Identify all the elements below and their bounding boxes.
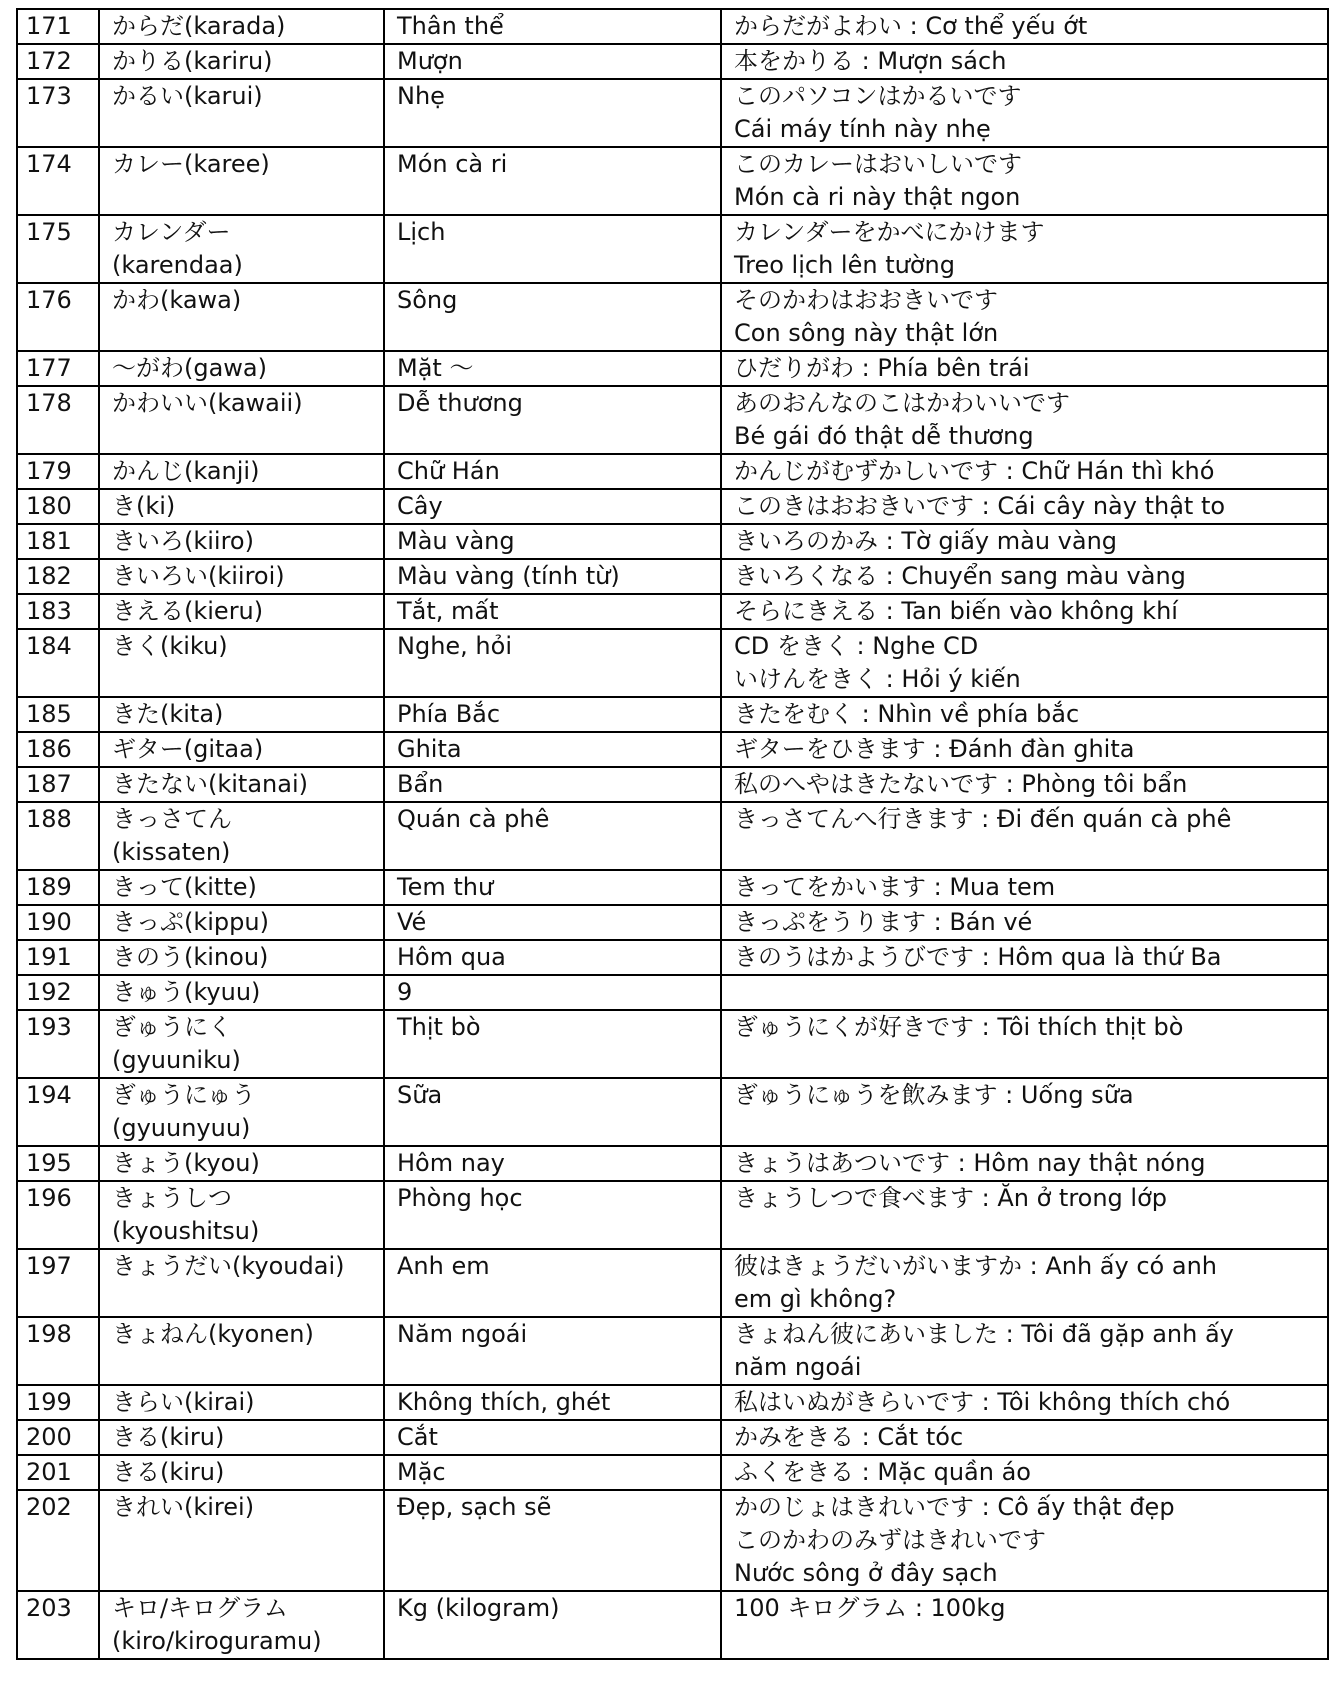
vocab-example-line: このきはおおきいです : Cái cây này thật to [734,492,1226,520]
vocab-example [721,1420,1328,1455]
vocab-meaning: Cây [384,489,721,524]
vocab-word [99,1420,384,1455]
vocab-example [721,905,1328,940]
vocab-meaning: Cắt [384,1420,721,1455]
vocab-example-line: ふくをきる : Mặc quần áo [734,1458,1031,1486]
vocab-example [721,1249,1328,1317]
entry-number: 173 [17,79,99,147]
vocab-meaning: Mặc [384,1455,721,1490]
vocab-word-line: かわ(kawa) [112,286,242,314]
vocab-word-line: かんじ(kanji) [112,457,260,485]
vocab-word [99,1010,384,1078]
table-row [17,147,1328,215]
vocab-word [99,9,384,44]
vocab-word [99,975,384,1010]
table-row [17,351,1328,386]
vocab-meaning: 9 [384,975,721,1010]
vocab-example-line: ひだりがわ : Phía bên trái [734,354,1030,382]
entry-number: 175 [17,215,99,283]
vocab-word-line: きらい(kirai) [112,1388,255,1416]
entry-number: 172 [17,44,99,79]
vocab-example-line: 100 キログラム : 100kg [734,1594,1006,1622]
vocab-word-line: きゅう(kyuu) [112,978,261,1006]
vocab-word [99,940,384,975]
vocab-meaning: Tem thư [384,870,721,905]
vocab-word [99,559,384,594]
entry-number: 195 [17,1146,99,1181]
entry-number: 184 [17,629,99,697]
vocab-example [721,870,1328,905]
vocab-word [99,524,384,559]
entry-number: 188 [17,802,99,870]
vocab-example [721,802,1328,870]
vocab-example-line: CD をきく : Nghe CD [734,632,979,660]
vocab-word-line: きれい(kirei) [112,1493,255,1521]
table-row [17,802,1328,870]
entry-number: 193 [17,1010,99,1078]
entry-number: 177 [17,351,99,386]
vocab-example-line: 彼はきょうだいがいますか : Anh ấy có anh [734,1252,1217,1280]
vocab-example-line: 私のへやはきたないです : Phòng tôi bẩn [734,770,1188,798]
vocab-example [721,44,1328,79]
vocab-word-line: きっぷ(kippu) [112,908,269,936]
vocab-meaning: Dễ thương [384,386,721,454]
vocab-example [721,147,1328,215]
vocab-word-line: きょう(kyou) [112,1149,260,1177]
entry-number: 187 [17,767,99,802]
vocab-meaning: Tắt, mất [384,594,721,629]
vocab-example-line: Món cà ri này thật ngon [734,183,1021,211]
table-row [17,697,1328,732]
vocab-word [99,79,384,147]
vocab-word [99,1181,384,1249]
vocab-word-line: (kyoushitsu) [112,1217,260,1245]
vocab-example [721,975,1328,1010]
vocab-example [721,1385,1328,1420]
vocab-example [721,79,1328,147]
vocab-example-line: em gì không? [734,1285,897,1313]
vocab-meaning: Sông [384,283,721,351]
vocab-word [99,147,384,215]
table-row [17,767,1328,802]
vocab-meaning: Mặt ～ [384,351,721,386]
entry-number: 203 [17,1591,99,1659]
table-row [17,1249,1328,1317]
vocab-meaning: Quán cà phê [384,802,721,870]
vocab-meaning: Thịt bò [384,1010,721,1078]
entry-number: 202 [17,1490,99,1591]
vocab-example-line: きいろくなる : Chuyển sang màu vàng [734,562,1186,590]
entry-number: 181 [17,524,99,559]
table-row [17,975,1328,1010]
entry-number: 189 [17,870,99,905]
entry-number: 192 [17,975,99,1010]
vocab-word [99,1591,384,1659]
table-row [17,1146,1328,1181]
vocab-meaning: Nhẹ [384,79,721,147]
entry-number: 201 [17,1455,99,1490]
vocab-example [721,697,1328,732]
vocab-word-line: かるい(karui) [112,82,263,110]
vocab-example-line: かみをきる : Cắt tóc [734,1423,964,1451]
vocab-word [99,489,384,524]
vocab-example [721,1317,1328,1385]
vocab-word-line: かわいい(kawaii) [112,389,303,417]
vocab-example [721,1591,1328,1659]
vocab-word [99,594,384,629]
vocab-example-line: 本をかりる : Mượn sách [734,47,1007,75]
entry-number: 174 [17,147,99,215]
vocab-example [721,732,1328,767]
table-row [17,870,1328,905]
vocab-meaning: Món cà ri [384,147,721,215]
vocab-example-line: ぎゅうにくが好きです : Tôi thích thịt bò [734,1013,1184,1041]
vocab-word-line: きいろい(kiiroi) [112,562,285,590]
vocab-example [721,1181,1328,1249]
vocab-example-line: 私はいぬがきらいです : Tôi không thích chó [734,1388,1231,1416]
entry-number: 194 [17,1078,99,1146]
vocab-word-line: き(ki) [112,492,176,520]
table-row [17,940,1328,975]
vocab-meaning: Màu vàng (tính từ) [384,559,721,594]
vocab-example-line: きいろのかみ : Tờ giấy màu vàng [734,527,1118,555]
vocab-meaning: Phòng học [384,1181,721,1249]
vocab-word-line: きく(kiku) [112,632,228,660]
vocab-meaning: Vé [384,905,721,940]
vocab-word-line: ギター(gitaa) [112,735,264,763]
entry-number: 190 [17,905,99,940]
vocab-example-line: カレンダーをかべにかけます [734,218,1045,246]
vocab-example [721,767,1328,802]
vocab-example [721,524,1328,559]
vocab-word-line: (kissaten) [112,838,231,866]
table-row [17,44,1328,79]
vocab-word-line: キロ/キログラム [112,1594,288,1622]
vocab-example [721,1146,1328,1181]
vocab-word-line: きのう(kinou) [112,943,269,971]
vocab-word [99,1146,384,1181]
table-row [17,79,1328,147]
table-row [17,283,1328,351]
vocab-example-line: きっさてんへ行きます : Đi đến quán cà phê [734,805,1232,833]
vocab-word-line: きょうだい(kyoudai) [112,1252,345,1280]
table-row [17,454,1328,489]
vocab-word-line: ～がわ(gawa) [112,354,268,382]
vocab-example [721,594,1328,629]
vocab-example [721,1010,1328,1078]
vocab-meaning: Anh em [384,1249,721,1317]
vocab-example [721,940,1328,975]
entry-number: 186 [17,732,99,767]
entry-number: 183 [17,594,99,629]
table-row [17,1078,1328,1146]
entry-number: 178 [17,386,99,454]
vocab-example [721,351,1328,386]
vocab-example [721,489,1328,524]
vocab-word [99,1455,384,1490]
vocab-word-line: きょうしつ [112,1184,232,1212]
table-row [17,905,1328,940]
vocab-word [99,283,384,351]
vocab-word-line: きいろ(kiiro) [112,527,254,555]
vocabulary-table [16,8,1329,1660]
table-row [17,524,1328,559]
vocab-example-line: きょねん彼にあいました : Tôi đã gặp anh ấy [734,1320,1234,1348]
vocab-word [99,629,384,697]
vocab-example [721,9,1328,44]
vocab-meaning: Bẩn [384,767,721,802]
entry-number: 171 [17,9,99,44]
vocab-word [99,870,384,905]
entry-number: 182 [17,559,99,594]
entry-number: 179 [17,454,99,489]
vocab-meaning: Không thích, ghét [384,1385,721,1420]
table-row [17,489,1328,524]
vocab-example-line: きょうはあついです : Hôm nay thật nóng [734,1149,1206,1177]
vocab-word-line: きょねん(kyonen) [112,1320,314,1348]
vocab-meaning: Thân thể [384,9,721,44]
table-row [17,386,1328,454]
vocab-word-line: ぎゅうにく [112,1013,232,1041]
vocab-example-line: かのじょはきれいです : Cô ấy thật đẹp [734,1493,1175,1521]
table-row [17,1591,1328,1659]
vocab-word [99,732,384,767]
vocab-word-line: きえる(kieru) [112,597,264,625]
vocab-example [721,629,1328,697]
vocab-meaning: Nghe, hỏi [384,629,721,697]
vocab-example [721,283,1328,351]
vocab-meaning: Lịch [384,215,721,283]
vocab-meaning: Kg (kilogram) [384,1591,721,1659]
table-row [17,629,1328,697]
vocab-word [99,767,384,802]
table-row [17,1181,1328,1249]
vocab-word [99,1385,384,1420]
vocab-example-line: いけんをきく : Hỏi ý kiến [734,665,1021,693]
vocab-meaning: Sữa [384,1078,721,1146]
vocab-example-line: Con sông này thật lớn [734,319,999,347]
vocab-example-line: Bé gái đó thật dễ thương [734,422,1034,450]
vocab-example-line: このパソコンはかるいです [734,82,1022,110]
vocab-word-line: きたない(kitanai) [112,770,308,798]
vocab-word-line: ぎゅうにゅう [112,1081,256,1109]
table-row [17,1420,1328,1455]
vocab-word-line: きた(kita) [112,700,224,728]
table-row [17,1010,1328,1078]
vocab-word-line: (kiro/kiroguramu) [112,1627,322,1655]
entry-number: 185 [17,697,99,732]
table-row [17,1490,1328,1591]
vocab-example-line: かんじがむずかしいです : Chữ Hán thì khó [734,457,1215,485]
vocab-meaning: Phía Bắc [384,697,721,732]
vocab-example [721,215,1328,283]
vocabulary-table-body [17,9,1328,1659]
vocab-word [99,905,384,940]
vocab-example [721,1078,1328,1146]
vocab-word-line: かりる(kariru) [112,47,273,75]
vocab-meaning: Ghita [384,732,721,767]
vocab-word-line: きる(kiru) [112,1458,225,1486]
entry-number: 196 [17,1181,99,1249]
vocab-word [99,351,384,386]
vocab-meaning: Chữ Hán [384,454,721,489]
vocab-word-line: (gyuuniku) [112,1046,241,1074]
table-row [17,1317,1328,1385]
vocab-example-line: あのおんなのこはかわいいです [734,389,1070,417]
vocab-example-line: きってをかいます : Mua tem [734,873,1056,901]
vocab-example-line: きっぷをうります : Bán vé [734,908,1033,936]
vocab-example-line: そらにきえる : Tan biến vào không khí [734,597,1178,625]
entry-number: 198 [17,1317,99,1385]
table-row [17,732,1328,767]
vocab-meaning: Màu vàng [384,524,721,559]
vocab-example-line: からだがよわい : Cơ thể yếu ớt [734,12,1088,40]
vocab-word [99,697,384,732]
vocab-example-line: きのうはかようびです : Hôm qua là thứ Ba [734,943,1222,971]
vocab-word [99,1249,384,1317]
vocab-example-line: Cái máy tính này nhẹ [734,115,991,143]
vocab-example-line: このかわのみずはきれいです [734,1526,1046,1554]
vocab-example-line: năm ngoái [734,1353,862,1381]
vocab-example-line: きょうしつで食べます : Ăn ở trong lớp [734,1184,1168,1212]
vocab-example [721,454,1328,489]
entry-number: 199 [17,1385,99,1420]
entry-number: 197 [17,1249,99,1317]
vocab-word-line: きって(kitte) [112,873,257,901]
vocab-word [99,215,384,283]
vocab-word [99,1078,384,1146]
vocab-word-line: きっさてん [112,805,232,833]
vocab-example-line: きたをむく : Nhìn về phía bắc [734,700,1080,728]
table-row [17,594,1328,629]
vocab-word-line: (gyuunyuu) [112,1114,251,1142]
vocab-word [99,386,384,454]
vocab-word-line: (karendaa) [112,251,243,279]
vocab-meaning: Đẹp, sạch sẽ [384,1490,721,1591]
table-row [17,559,1328,594]
vocab-example-line: Nước sông ở đây sạch [734,1559,998,1587]
vocab-meaning: Năm ngoái [384,1317,721,1385]
vocab-example-line: そのかわはおおきいです [734,286,998,314]
vocab-word-line: カレー(karee) [112,150,270,178]
vocab-example-line: ぎゅうにゅうを飲みます : Uống sữa [734,1081,1134,1109]
entry-number: 176 [17,283,99,351]
entry-number: 180 [17,489,99,524]
table-row [17,9,1328,44]
vocab-example-line: このカレーはおいしいです [734,150,1022,178]
vocab-meaning: Hôm nay [384,1146,721,1181]
table-row [17,1455,1328,1490]
vocab-word-line: きる(kiru) [112,1423,225,1451]
entry-number: 200 [17,1420,99,1455]
vocab-word [99,802,384,870]
vocab-example-line: Treo lịch lên tường [734,251,955,279]
table-row [17,215,1328,283]
vocab-example [721,386,1328,454]
vocab-example [721,1455,1328,1490]
entry-number: 191 [17,940,99,975]
vocab-example-line: ギターをひきます : Đánh đàn ghita [734,735,1135,763]
vocab-meaning: Hôm qua [384,940,721,975]
vocab-example [721,559,1328,594]
table-row [17,1385,1328,1420]
vocab-word [99,1317,384,1385]
vocab-word-line: からだ(karada) [112,12,286,40]
vocab-word [99,454,384,489]
vocab-example [721,1490,1328,1591]
vocab-meaning: Mượn [384,44,721,79]
vocab-word [99,44,384,79]
vocab-word [99,1490,384,1591]
vocab-word-line: カレンダー [112,218,231,246]
